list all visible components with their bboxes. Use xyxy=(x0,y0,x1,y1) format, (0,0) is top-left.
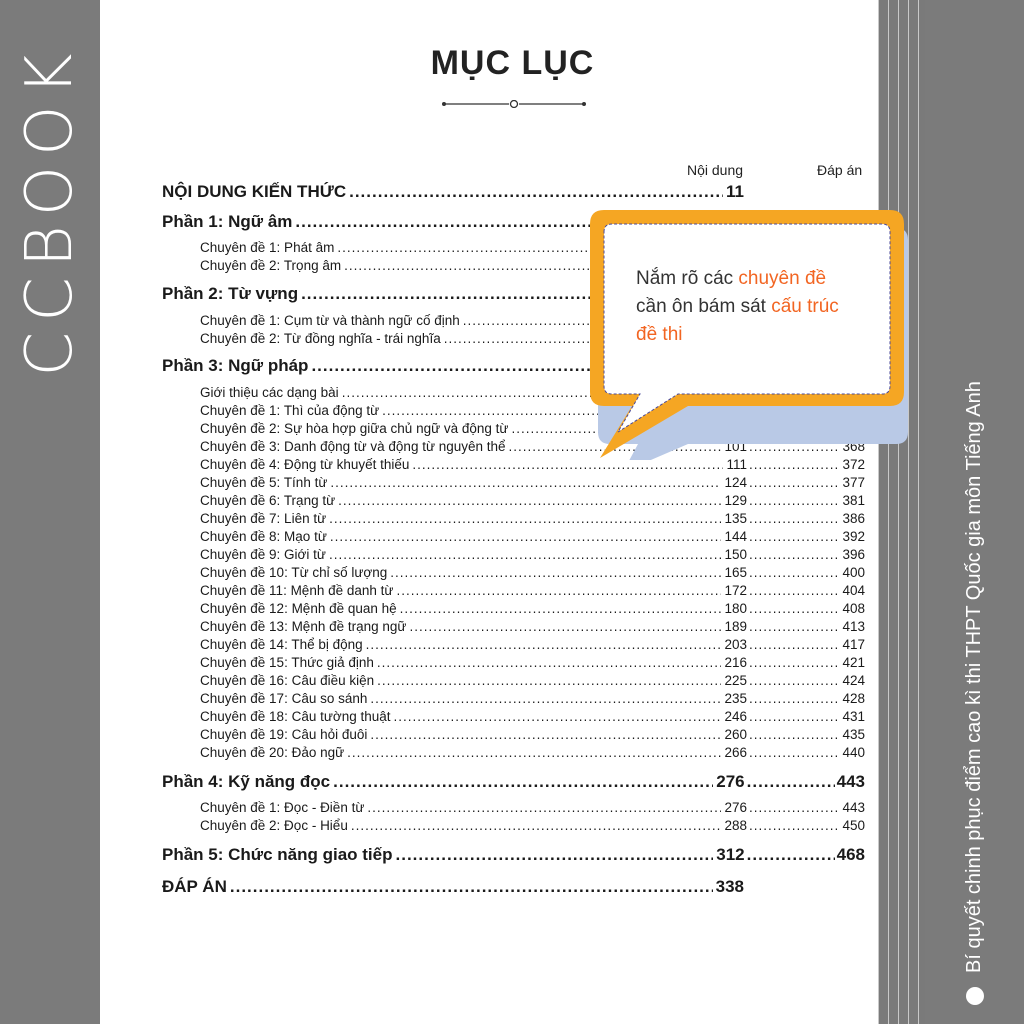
toc-label: Phần 1: Ngữ âm xyxy=(162,212,293,231)
toc-page-number: 111 xyxy=(726,457,747,472)
dot-leader xyxy=(749,565,837,580)
toc-label: Chuyên đề 12: Mệnh đề quan hệ xyxy=(200,601,397,616)
toc-chapter-row xyxy=(200,619,865,634)
dot-leader xyxy=(301,284,597,304)
toc-chapter-row xyxy=(200,637,865,652)
toc-page-number: 288 xyxy=(724,818,747,833)
toc-page-number: 11 xyxy=(726,182,744,201)
toc-page-number: 172 xyxy=(724,583,747,598)
toc-section-row xyxy=(162,845,865,865)
toc-page-number: 276 xyxy=(716,772,745,791)
toc-answer-page: 372 xyxy=(842,457,865,472)
toc-label: Chuyên đề 7: Liên từ xyxy=(200,511,327,526)
toc-label: Phần 3: Ngữ pháp xyxy=(162,356,309,375)
toc-label: Chuyên đề 2: Sự hòa hợp giữa chủ ngữ và động từ xyxy=(200,421,509,436)
dot-leader xyxy=(749,745,837,760)
toc-label: Chuyên đề 10: Từ chỉ số lượng xyxy=(200,565,388,580)
toc-page-number: 216 xyxy=(724,655,747,670)
callout-text: cần ôn bám sát xyxy=(636,296,772,317)
dot-leader xyxy=(749,547,837,562)
toc-label: NỘI DUNG KIẾN THỨC xyxy=(162,182,347,201)
toc-section-row xyxy=(162,182,744,202)
dot-leader xyxy=(747,845,835,865)
dot-leader xyxy=(377,655,722,670)
toc-section-row xyxy=(162,356,600,376)
toc-label: Chuyên đề 4: Động từ khuyết thiếu xyxy=(200,457,410,472)
toc-label: Chuyên đề 14: Thể bị động xyxy=(200,637,363,652)
dot-leader xyxy=(295,212,597,232)
dot-leader xyxy=(749,691,837,706)
page-title: MỤC LỤC xyxy=(430,44,595,82)
toc-answer-page: 400 xyxy=(842,565,865,580)
toc-answer-page: 417 xyxy=(842,637,865,652)
toc-page-number: 101 xyxy=(724,439,747,454)
dot-leader xyxy=(370,727,721,742)
dot-leader xyxy=(749,637,837,652)
dot-leader xyxy=(347,745,721,760)
dot-leader xyxy=(400,601,722,616)
toc-label: Chuyên đề 2: Từ đồng nghĩa - trái nghĩa xyxy=(200,331,441,346)
toc-label: Phần 5: Chức năng giao tiếp xyxy=(162,845,393,864)
toc-answer-page: 443 xyxy=(842,800,865,815)
toc-page-number: 144 xyxy=(724,529,747,544)
dot-leader xyxy=(366,637,722,652)
page-edge xyxy=(908,0,909,1024)
brand-logo: CCBOOK xyxy=(13,43,87,377)
dot-leader xyxy=(749,709,837,724)
toc-label: Chuyên đề 1: Phát âm xyxy=(200,240,335,255)
toc-answer-page: 468 xyxy=(836,845,865,864)
dot-leader xyxy=(330,529,722,544)
toc-chapter-row xyxy=(200,673,865,688)
callout-bubble xyxy=(568,200,913,460)
svg-text:cần ôn bám sát cấu trúc xyxy=(636,296,839,317)
toc-chapter-row xyxy=(200,529,865,544)
toc-answer-page: 381 xyxy=(842,493,865,508)
toc-chapter-row xyxy=(200,818,865,833)
toc-answer-page: 421 xyxy=(842,655,865,670)
toc-page-number: 180 xyxy=(724,601,747,616)
toc-answer-page: 450 xyxy=(842,818,865,833)
dot-leader xyxy=(329,547,722,562)
dot-leader xyxy=(230,877,713,897)
dot-leader xyxy=(749,529,837,544)
dot-leader xyxy=(337,240,597,255)
callout-text: Nắm rõ các xyxy=(636,268,739,289)
toc-answer-page: 424 xyxy=(842,673,865,688)
toc-label: Chuyên đề 16: Câu điều kiện xyxy=(200,673,375,688)
dot-leader xyxy=(749,727,837,742)
dot-leader xyxy=(749,511,837,526)
toc-answer-page: 386 xyxy=(842,511,865,526)
toc-chapter-row xyxy=(200,547,865,562)
side-caption xyxy=(954,381,994,1005)
toc-label: Chuyên đề 15: Thức giả định xyxy=(200,655,374,670)
toc-page-number: 246 xyxy=(724,709,747,724)
dot-leader xyxy=(749,601,837,616)
dot-leader xyxy=(749,493,837,508)
toc-answer-page: 431 xyxy=(842,709,865,724)
dot-leader xyxy=(749,818,837,833)
dot-leader xyxy=(329,511,721,526)
svg-text:Nắm rõ các chuyên đề xyxy=(636,267,826,289)
dot-leader xyxy=(351,818,722,833)
toc-page-number: 312 xyxy=(716,845,745,864)
toc-page-number: 276 xyxy=(724,800,747,815)
toc-answer-page: 428 xyxy=(842,691,865,706)
toc-page-number: 150 xyxy=(724,547,747,562)
toc-page-number: 124 xyxy=(724,475,747,490)
callout-highlight: chuyên đề xyxy=(738,268,827,289)
callout-highlight: cấu trúc xyxy=(771,296,839,317)
toc-label: Chuyên đề 17: Câu so sánh xyxy=(200,691,368,706)
toc-label: Chuyên đề 9: Giới từ xyxy=(200,547,326,562)
dot-leader xyxy=(396,845,714,865)
toc-chapter-row xyxy=(200,565,865,580)
toc-label: Chuyên đề 11: Mệnh đề danh từ xyxy=(200,583,394,598)
toc-label: Chuyên đề 5: Tính từ xyxy=(200,475,328,490)
toc-label: Chuyên đề 6: Trạng từ xyxy=(200,493,336,508)
toc-label: Chuyên đề 20: Đảo ngữ xyxy=(200,745,345,760)
toc-chapter-row xyxy=(200,475,865,490)
toc-chapter-row xyxy=(200,313,600,328)
toc-answer-page: 377 xyxy=(842,475,865,490)
page-edge xyxy=(888,0,889,1024)
toc-chapter-row xyxy=(200,331,600,346)
dot-leader xyxy=(342,385,597,400)
toc-page-number: 225 xyxy=(724,673,747,688)
dot-leader xyxy=(749,619,837,634)
toc-label: ĐÁP ÁN xyxy=(162,877,227,896)
dot-leader xyxy=(349,182,723,202)
column-header-content: Nội dung xyxy=(687,162,744,178)
toc-chapter-row xyxy=(200,258,600,273)
toc-chapter-row xyxy=(200,493,865,508)
toc-answer-page: 404 xyxy=(842,583,865,598)
dot-leader xyxy=(409,619,721,634)
toc-chapter-row xyxy=(200,655,865,670)
page-edge xyxy=(878,0,879,1024)
toc-chapter-row xyxy=(200,583,865,598)
dot-leader xyxy=(370,691,721,706)
toc-page-number: 189 xyxy=(724,619,747,634)
dot-leader xyxy=(747,772,835,792)
toc-page-number: 203 xyxy=(724,637,747,652)
toc-label: Giới thiệu các dạng bài xyxy=(200,385,339,400)
toc-page-number: 235 xyxy=(724,691,747,706)
toc-label: Phần 2: Từ vựng xyxy=(162,284,299,303)
title-ornament-icon xyxy=(442,100,586,108)
toc-page-number: 129 xyxy=(724,493,747,508)
toc-label: Chuyên đề 8: Mạo từ xyxy=(200,529,327,544)
toc-chapter-row xyxy=(200,709,865,724)
dot-leader xyxy=(338,493,721,508)
bullet-dot-icon xyxy=(966,987,984,1005)
toc-answer-page: 368 xyxy=(842,439,865,454)
toc-chapter-row xyxy=(200,511,865,526)
toc-answer-page: 435 xyxy=(842,727,865,742)
dot-leader xyxy=(390,565,721,580)
dot-leader xyxy=(394,709,722,724)
toc-page-number: 266 xyxy=(724,745,747,760)
toc-answer-page: 392 xyxy=(842,529,865,544)
toc-chapter-row xyxy=(200,385,600,400)
toc-page-number: 260 xyxy=(724,727,747,742)
toc-section-row xyxy=(162,212,600,232)
toc-label: Chuyên đề 1: Cụm từ và thành ngữ cố định xyxy=(200,313,460,328)
toc-answer-page: 443 xyxy=(836,772,865,791)
dot-leader xyxy=(333,772,713,792)
toc-chapter-row xyxy=(200,601,865,616)
toc-label: Chuyên đề 3: Danh động từ và động từ nguyên thể xyxy=(200,439,506,454)
toc-answer-page: 408 xyxy=(842,601,865,616)
dot-leader xyxy=(330,475,721,490)
toc-chapter-row xyxy=(200,745,865,760)
toc-page-number: 165 xyxy=(724,565,747,580)
toc-section-row xyxy=(162,772,865,792)
page-edge xyxy=(898,0,899,1024)
toc-page-number: 338 xyxy=(715,877,744,896)
page-edge xyxy=(918,0,919,1024)
side-caption-text: Bí quyết chinh phục điểm cao kì thi THPT Quốc gia môn Tiếng Anh xyxy=(963,381,985,973)
dot-leader xyxy=(749,673,837,688)
toc-label: Phần 4: Kỹ năng đọc xyxy=(162,772,331,791)
toc-chapter-row xyxy=(200,691,865,706)
dot-leader xyxy=(377,673,721,688)
toc-chapter-row xyxy=(200,800,865,815)
dot-leader xyxy=(749,475,837,490)
toc-answer-page: 440 xyxy=(842,745,865,760)
toc-answer-page: 396 xyxy=(842,547,865,562)
toc-answer-page: 413 xyxy=(842,619,865,634)
dot-leader xyxy=(311,356,597,376)
toc-label: Chuyên đề 19: Câu hỏi đuôi xyxy=(200,727,368,742)
dot-leader xyxy=(749,800,837,815)
toc-label: Chuyên đề 18: Câu tường thuật xyxy=(200,709,391,724)
dot-leader xyxy=(749,583,837,598)
dot-leader xyxy=(749,655,837,670)
toc-chapter-row xyxy=(200,727,865,742)
dot-leader xyxy=(367,800,721,815)
toc-label: Chuyên đề 2: Đọc - Hiểu xyxy=(200,818,348,833)
toc-page-number: 135 xyxy=(724,511,747,526)
dot-leader xyxy=(344,258,597,273)
toc-chapter-row xyxy=(200,240,600,255)
column-header-answer: Đáp án xyxy=(817,162,863,178)
toc-section-row xyxy=(162,284,600,304)
toc-label: Chuyên đề 2: Trọng âm xyxy=(200,258,342,273)
dot-leader xyxy=(396,583,721,598)
toc-label: Chuyên đề 1: Đọc - Điền từ xyxy=(200,800,365,815)
toc-label: Chuyên đề 1: Thì của động từ xyxy=(200,403,380,418)
toc-section-row xyxy=(162,877,744,897)
toc-label: Chuyên đề 13: Mệnh đề trạng ngữ xyxy=(200,619,407,634)
callout-highlight: đề thi xyxy=(636,324,683,345)
